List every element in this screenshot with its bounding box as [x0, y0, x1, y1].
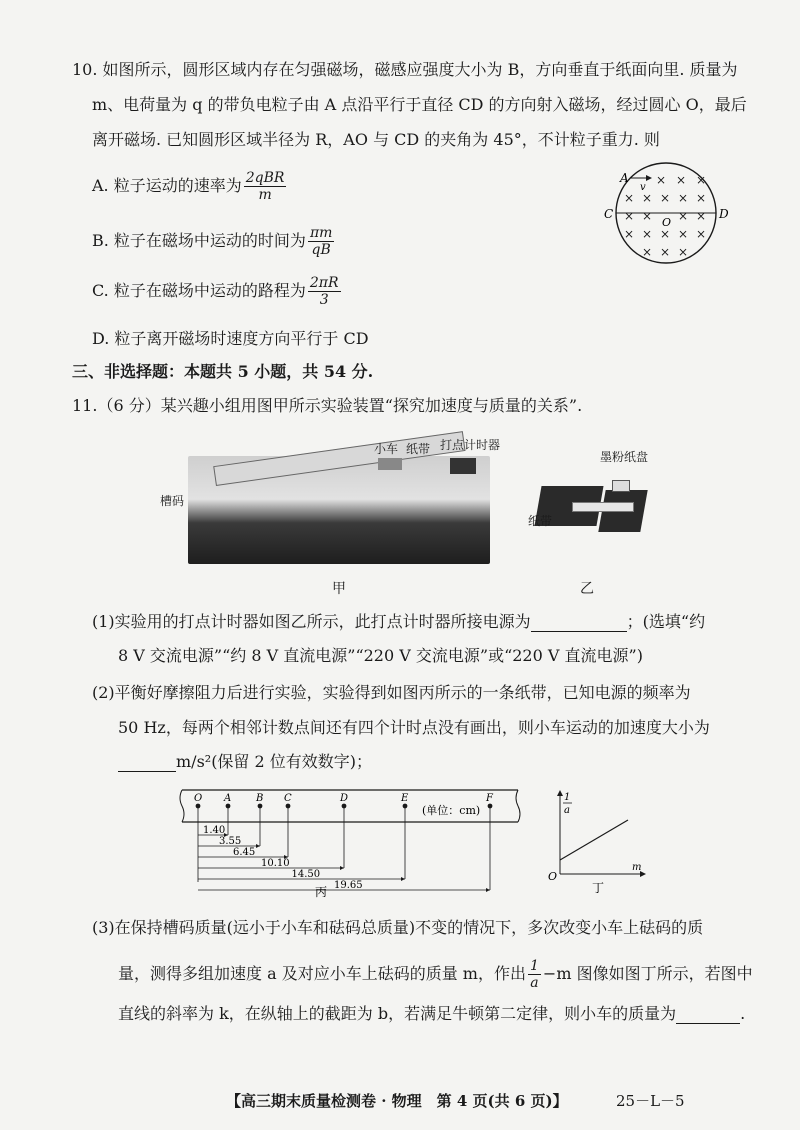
q10-option-c-num: 2πR	[309, 275, 339, 291]
q11-part3-line2	[118, 958, 753, 991]
caption-yi: 乙	[580, 581, 594, 597]
tape-dot-o	[196, 804, 201, 809]
answer-blank-acceleration[interactable]	[118, 757, 176, 772]
q10-line2: m、电荷量为 q 的带负电粒子由 A 点沿平行于直径 CD 的方向射入磁场，经过圆心 O，最后	[92, 95, 747, 114]
tape-distance-arrow-3	[340, 866, 344, 870]
field-cross-3-4: ×	[696, 227, 707, 241]
graph-ylabel-den: a	[564, 805, 570, 816]
q11-part2-text-c: m/s²(保留 2 位有效数字)；	[176, 752, 373, 771]
label-cart: 小车	[374, 442, 399, 456]
q10-option-b-fraction	[308, 225, 334, 258]
field-cross-2-2: ×	[678, 209, 689, 223]
field-cross-3-3: ×	[678, 227, 689, 241]
label-tape-jia: 纸带	[406, 442, 431, 456]
field-cross-1-0: ×	[624, 191, 635, 205]
label-tape-yi: 纸带	[528, 514, 553, 528]
q11-part3-fraction	[528, 958, 541, 991]
graph-y-arrow	[557, 790, 563, 796]
q10-option-b-den: qB	[311, 242, 331, 258]
q10-option-b-num: πm	[309, 225, 333, 241]
q10-option-a-fraction	[244, 170, 287, 203]
q11-part3-frac-num: 1	[529, 958, 539, 974]
q11-part1-line2: 8 V 交流电源”“约 8 V 直流电源”“220 V 交流电源”或“220 V 直流电源”)	[118, 646, 643, 665]
q10-option-b-text: B. 粒子在磁场中运动的时间为	[92, 231, 306, 250]
graph-line	[560, 820, 628, 860]
caption-ding: 丁	[592, 881, 605, 895]
field-cross-2-1: ×	[642, 209, 653, 223]
tape-point-label-e: E	[401, 793, 409, 804]
magnetic-field-figure	[600, 160, 740, 270]
q10-option-d: D. 粒子离开磁场时速度方向平行于 CD	[92, 329, 369, 348]
q10-option-c	[92, 275, 343, 308]
tape-right-break	[516, 790, 520, 822]
tape-unit: (单位：cm)	[422, 804, 481, 817]
field-cross-3-0: ×	[624, 227, 635, 241]
tape-dot-f	[488, 804, 493, 809]
point-d-label: D	[719, 207, 729, 221]
cart-shape	[378, 458, 402, 470]
answer-blank-power-source[interactable]	[531, 617, 627, 632]
label-toner-disk: 墨粉纸盘	[600, 450, 649, 464]
q10-option-c-text: C. 粒子在磁场中运动的路程为	[92, 281, 306, 300]
tape-strip	[572, 502, 634, 512]
tape-point-label-o: O	[194, 793, 203, 804]
point-o-label: O	[662, 216, 672, 229]
field-cross-2-3: ×	[696, 209, 707, 223]
footer-code: 25－L－5	[616, 1092, 685, 1110]
q11-part2-line2: 50 Hz，每两个相邻计数点间还有四个计时点没有画出，则小车运动的加速度大小为	[118, 718, 710, 737]
q11-part3-text-b1: 量，测得多组加速度 a 及对应小车上砝码的质量 m，作出	[118, 964, 526, 983]
tape-point-label-f: F	[486, 793, 493, 804]
q10-option-c-den: 3	[319, 292, 329, 308]
caption-jia: 甲	[332, 581, 346, 597]
q10-option-a-text: A. 粒子运动的速率为	[92, 176, 242, 195]
tape-point-label-d: D	[340, 793, 349, 804]
tape-distance-label-3: 10.10	[261, 858, 290, 869]
section-3-heading: 三、非选择题：本题共 5 小题，共 54 分.	[72, 362, 374, 381]
field-cross-2-0: ×	[624, 209, 635, 223]
q11-part3-line1: (3)在保持槽码质量(远小于小车和砝码总质量)不变的情况下，多次改变小车上砝码的质	[92, 918, 704, 937]
tape-distance-label-4: 14.50	[291, 869, 321, 880]
label-timer: 打点计时器	[440, 438, 501, 452]
field-cross-3-2: ×	[660, 227, 671, 241]
field-cross-4-0: ×	[642, 245, 653, 259]
q11-part3-text-c: 直线的斜率为 k，在纵轴上的截距为 b，若满足牛顿第二定律，则小车的质量为	[118, 1004, 677, 1023]
tape-distance-label-5: 19.65	[334, 880, 363, 891]
q11-intro: 11.（6 分）某兴趣小组用图甲所示实验装置“探究加速度与质量的关系”.	[72, 396, 583, 415]
tape-distance-label-1: 3.55	[219, 836, 242, 847]
field-cross-1-4: ×	[696, 191, 707, 205]
toner-disk	[612, 480, 630, 492]
field-cross-0-2: ×	[696, 173, 707, 187]
tape-left-break	[180, 790, 184, 822]
q10-option-c-fraction	[308, 275, 341, 308]
answer-blank-cart-mass[interactable]	[676, 1009, 740, 1024]
tape-point-label-b: B	[256, 793, 264, 804]
caption-bing: 丙	[315, 885, 328, 899]
q11-part3-frac-den: a	[530, 975, 539, 991]
tape-distance-arrow-1	[256, 844, 260, 848]
q10-option-b	[92, 225, 336, 258]
q11-part1-text-b: ；(选填“约	[626, 612, 706, 631]
q10-line1: 10. 如图所示，圆形区域内存在匀强磁场，磁感应强度大小为 B，方向垂直于纸面向里. 质量为	[72, 60, 738, 79]
graph-xlabel: m	[632, 862, 642, 873]
q11-part2-line3	[118, 752, 372, 772]
timer-shape	[450, 458, 476, 474]
q10-option-a-num: 2qBR	[245, 170, 285, 186]
field-cross-4-1: ×	[660, 245, 671, 259]
q11-part3-text-b2: −m 图像如图丁所示，若图中	[542, 964, 753, 983]
field-cross-0-1: ×	[676, 173, 687, 187]
q11-part3-line3	[118, 1004, 745, 1024]
tape-distance-label-2: 6.45	[233, 847, 256, 858]
tape-dot-b	[258, 804, 263, 809]
tape-distance-label-0: 1.40	[203, 825, 226, 836]
tape-dot-a	[226, 804, 231, 809]
velocity-arrowhead	[646, 175, 652, 181]
tape-distance-arrow-5	[486, 888, 490, 892]
q10-option-a	[92, 170, 288, 203]
field-cross-3-1: ×	[642, 227, 653, 241]
tape-point-label-c: C	[284, 793, 292, 804]
point-a-label: A	[620, 171, 629, 185]
q10-line3: 离开磁场. 已知圆形区域半径为 R，AO 与 CD 的夹角为 45°，不计粒子重力. 则	[92, 130, 660, 149]
field-cross-0-0: ×	[656, 173, 667, 187]
point-c-label: C	[604, 207, 614, 221]
field-cross-1-2: ×	[660, 191, 671, 205]
q11-part1-line1	[92, 612, 705, 632]
tape-distance-arrow-4	[401, 877, 405, 881]
q11-part3-end: .	[740, 1004, 746, 1023]
q10-option-a-den: m	[258, 187, 272, 203]
tape-dot-e	[403, 804, 408, 809]
field-cross-1-1: ×	[642, 191, 653, 205]
figure-bing-tape	[178, 782, 523, 900]
q11-part2-line1: (2)平衡好摩擦阻力后进行实验，实验得到如图丙所示的一条纸带，已知电源的频率为	[92, 683, 691, 702]
field-cross-1-3: ×	[678, 191, 689, 205]
footer-title: 【高三期末质量检测卷 · 物理 第 4 页(共 6 页)】	[226, 1092, 568, 1110]
tape-point-label-a: A	[224, 793, 232, 804]
graph-ylabel-num: 1	[564, 792, 571, 803]
figure-ding-graph	[540, 786, 650, 896]
field-cross-4-2: ×	[678, 245, 689, 259]
tape-dot-c	[286, 804, 291, 809]
tape-dot-d	[342, 804, 347, 809]
graph-origin: O	[548, 870, 558, 883]
velocity-label: v	[640, 182, 646, 193]
label-weight: 槽码	[160, 494, 185, 508]
figure-jia-photo	[188, 456, 490, 564]
q11-part1-text-a: (1)实验用的打点计时器如图乙所示，此打点计时器所接电源为	[92, 612, 531, 631]
